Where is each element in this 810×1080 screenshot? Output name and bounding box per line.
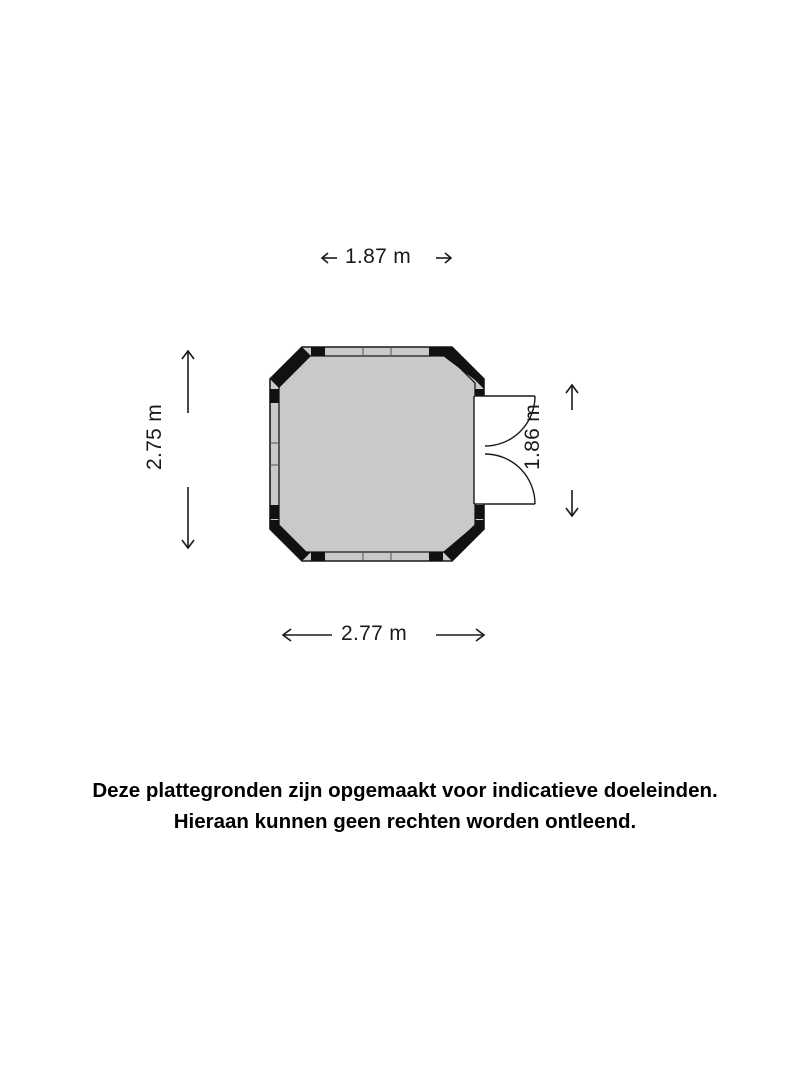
- dimension-arrow-right: [566, 385, 578, 516]
- dimension-label-right: 1.86 m: [521, 404, 544, 470]
- dimension-arrow-top: [322, 253, 451, 263]
- disclaimer-line-2: Hieraan kunnen geen rechten worden ontleend.: [173, 810, 637, 833]
- dimension-arrow-left: [182, 351, 194, 548]
- dimension-label-top: 1.87 m: [345, 245, 411, 268]
- dimension-label-bottom: 2.77 m: [341, 622, 407, 645]
- disclaimer: [0, 775, 810, 837]
- dimension-label-left: 2.75 m: [143, 404, 166, 470]
- door-double-right: [474, 396, 535, 504]
- dimension-arrow-bottom: [283, 629, 484, 641]
- disclaimer-line-1: Deze plattegronden zijn opgemaakt voor indicatieve doeleinden.: [92, 779, 718, 802]
- room-shape-berging: [270, 347, 484, 561]
